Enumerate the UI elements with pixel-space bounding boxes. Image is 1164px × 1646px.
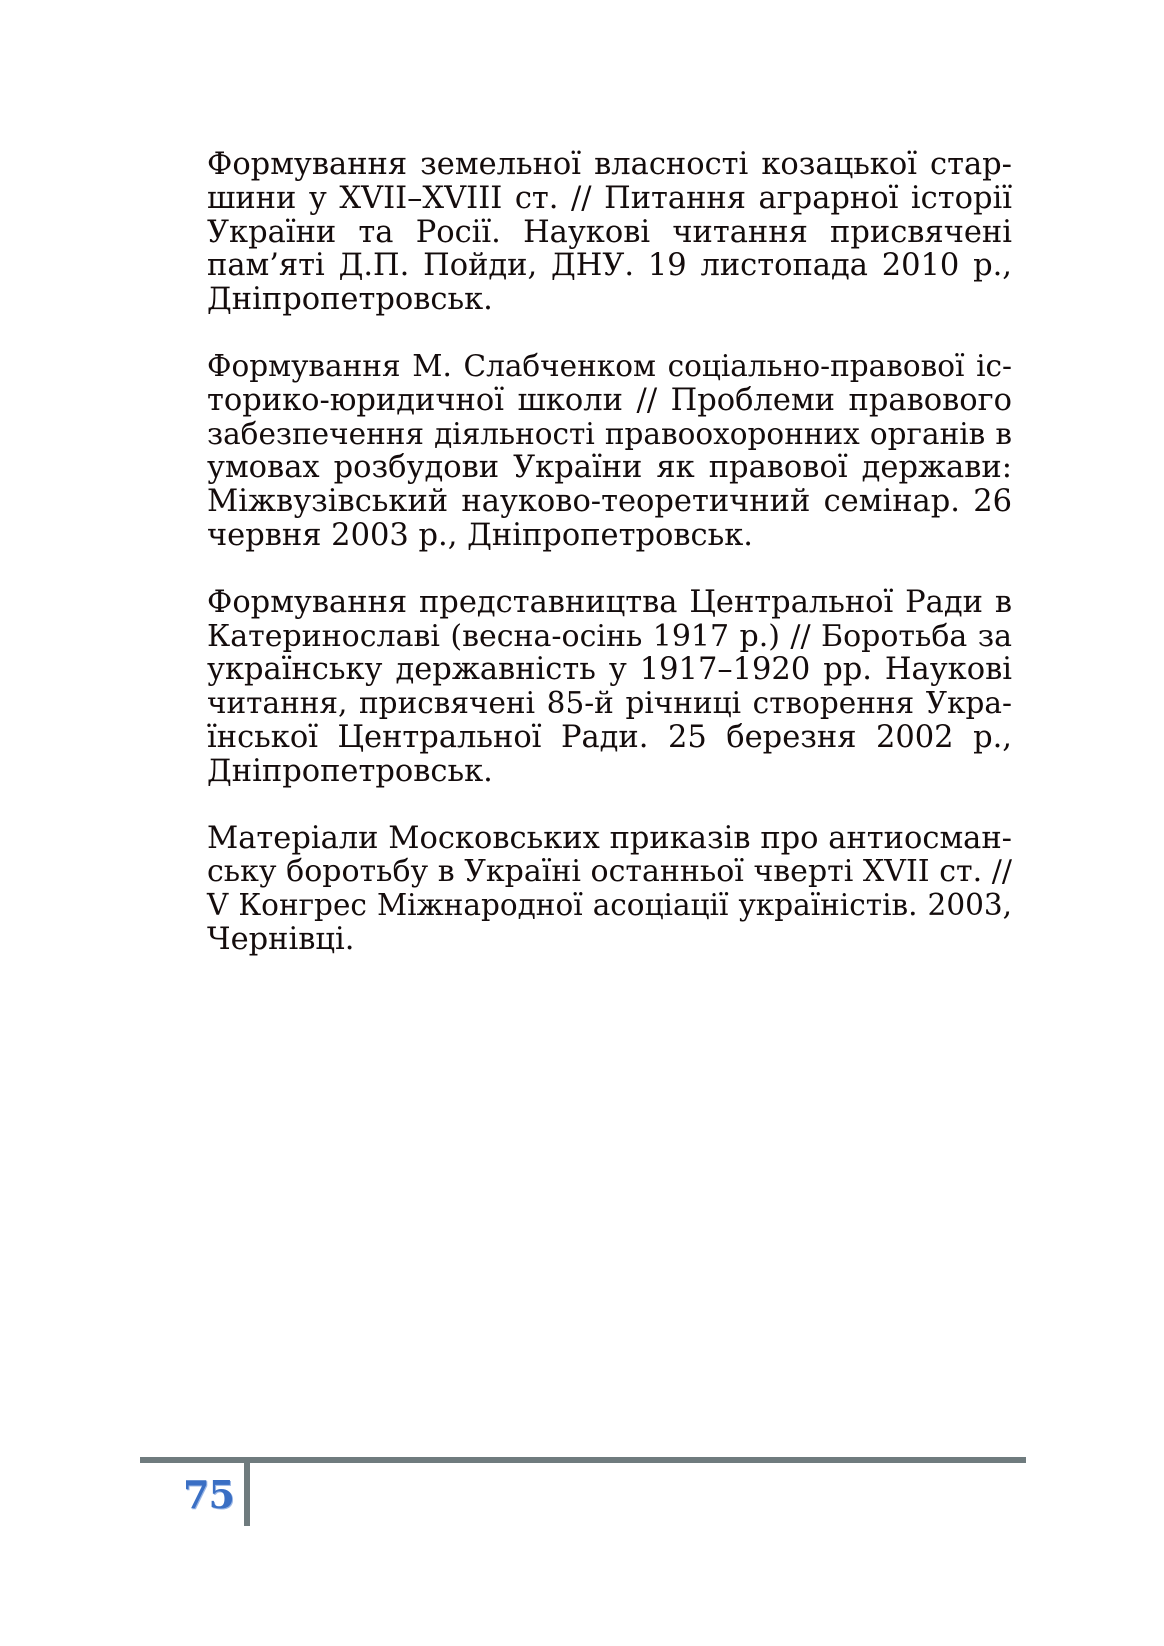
page-number: 75 bbox=[183, 1472, 234, 1517]
entry-line: Чернівці. bbox=[207, 921, 355, 957]
entry-line: Катеринославі (весна-осінь 1917 р.) // Боротьба за bbox=[207, 618, 1012, 654]
bibliography-entry bbox=[207, 148, 1012, 317]
entry-line: торико-юридичної школи // Проблеми правового bbox=[207, 382, 1012, 418]
footer-vertical-bar bbox=[244, 1457, 250, 1526]
entry-line: українську державність у 1917–1920 рр. Наукові bbox=[207, 652, 1012, 688]
bibliography-list bbox=[207, 148, 1012, 990]
entry-line: ську боротьбу в Україні останньої чверті XVII ст. // bbox=[207, 854, 1012, 890]
entry-line: пам’яті Д.П. Пойди, ДНУ. 19 листопада 2010 р., bbox=[207, 248, 1012, 284]
entry-line: читання, присвячені 85-й річниці створення Укра- bbox=[207, 686, 1012, 721]
entry-line: шини у XVII–XVIII ст. // Питання аграрної історії bbox=[207, 180, 1012, 216]
bibliography-entry bbox=[207, 350, 1012, 553]
entry-line: Дніпропетровськ. bbox=[207, 282, 493, 318]
entry-line: Формування представництва Центральної Ради в bbox=[207, 584, 1012, 620]
entry-line: Міжвузівський науково-теоретичний семінар. 26 bbox=[207, 484, 1012, 520]
entry-line: червня 2003 р., Дніпропетровськ. bbox=[207, 517, 753, 553]
entry-line: Матеріали Московських приказів про антиосман- bbox=[207, 820, 1012, 856]
entry-line: Формування М. Слабченком соціально-правової іс- bbox=[207, 348, 1012, 383]
entry-line: умовах розбудови України як правової держави: bbox=[207, 450, 1012, 486]
entry-line: Формування земельної власності козацької стар- bbox=[207, 147, 1012, 182]
entry-line: їнської Центральної Ради. 25 березня 2002 р., bbox=[207, 719, 1012, 755]
entry-line: забезпечення діяльності правоохоронних органів в bbox=[207, 416, 1012, 451]
bibliography-entry bbox=[207, 822, 1012, 957]
entry-line: V Конгрес Міжнародної асоціації україністів. 2003, bbox=[207, 888, 1012, 923]
footer-rule bbox=[140, 1457, 1026, 1463]
bibliography-entry bbox=[207, 586, 1012, 789]
entry-line: України та Росії. Наукові читання присвячені bbox=[207, 214, 1012, 250]
entry-line: Дніпропетровськ. bbox=[207, 753, 493, 789]
